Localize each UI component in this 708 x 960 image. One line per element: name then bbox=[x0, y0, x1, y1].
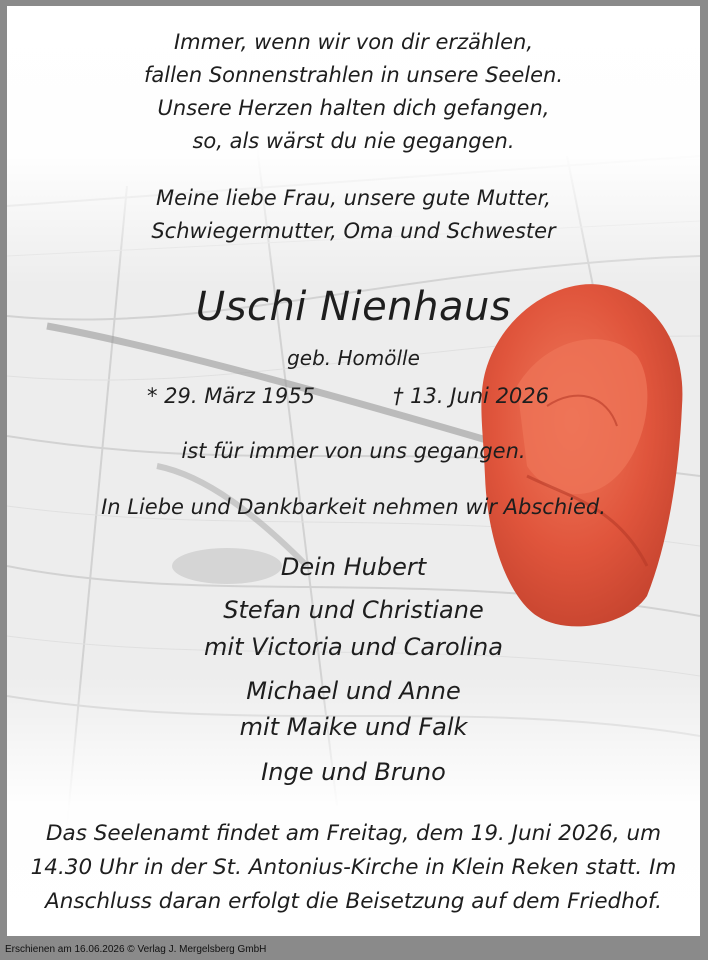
farewell: In Liebe und Dankbarkeit nehmen wir Abschied. bbox=[101, 495, 606, 519]
family-line: Michael und Anne bbox=[246, 677, 461, 705]
family-line: mit Victoria und Carolina bbox=[204, 633, 503, 661]
poem-line: Unsere Herzen halten dich gefangen, bbox=[157, 96, 550, 120]
family-line: Dein Hubert bbox=[280, 553, 427, 581]
statement: ist für immer von uns gegangen. bbox=[181, 439, 526, 463]
poem-line: so, als wärst du nie gegangen. bbox=[192, 129, 515, 153]
poem-line: Immer, wenn wir von dir erzählen, bbox=[173, 30, 534, 54]
birth-name: geb. Homölle bbox=[287, 346, 420, 370]
family-line: mit Maike und Falk bbox=[239, 713, 468, 741]
deceased-name: Uschi Nienhaus bbox=[195, 284, 512, 330]
obituary-card bbox=[7, 6, 700, 936]
family-line: Inge und Bruno bbox=[261, 758, 446, 786]
service-info-line: 14.30 Uhr in der St. Antonius-Kirche in Klein Reken statt. Im bbox=[30, 855, 677, 880]
family-line: Stefan und Christiane bbox=[223, 596, 484, 624]
death-date: † 13. Juni 2026 bbox=[393, 384, 550, 408]
intro-line: Schwiegermutter, Oma und Schwester bbox=[151, 219, 556, 243]
service-info-line: Anschluss daran erfolgt die Beisetzung auf dem Friedhof. bbox=[44, 889, 663, 914]
poem-line: fallen Sonnenstrahlen in unsere Seelen. bbox=[143, 63, 564, 87]
service-info-line: Das Seelenamt findet am Freitag, dem 19. Juni 2026, um bbox=[45, 821, 662, 846]
obituary-text bbox=[7, 6, 700, 936]
publication-footer: Erschienen am 16.06.2026 © Verlag J. Mergelsberg GmbH bbox=[5, 944, 267, 955]
birth-date: * 29. März 1955 bbox=[147, 384, 316, 408]
intro-line: Meine liebe Frau, unsere gute Mutter, bbox=[156, 186, 551, 210]
